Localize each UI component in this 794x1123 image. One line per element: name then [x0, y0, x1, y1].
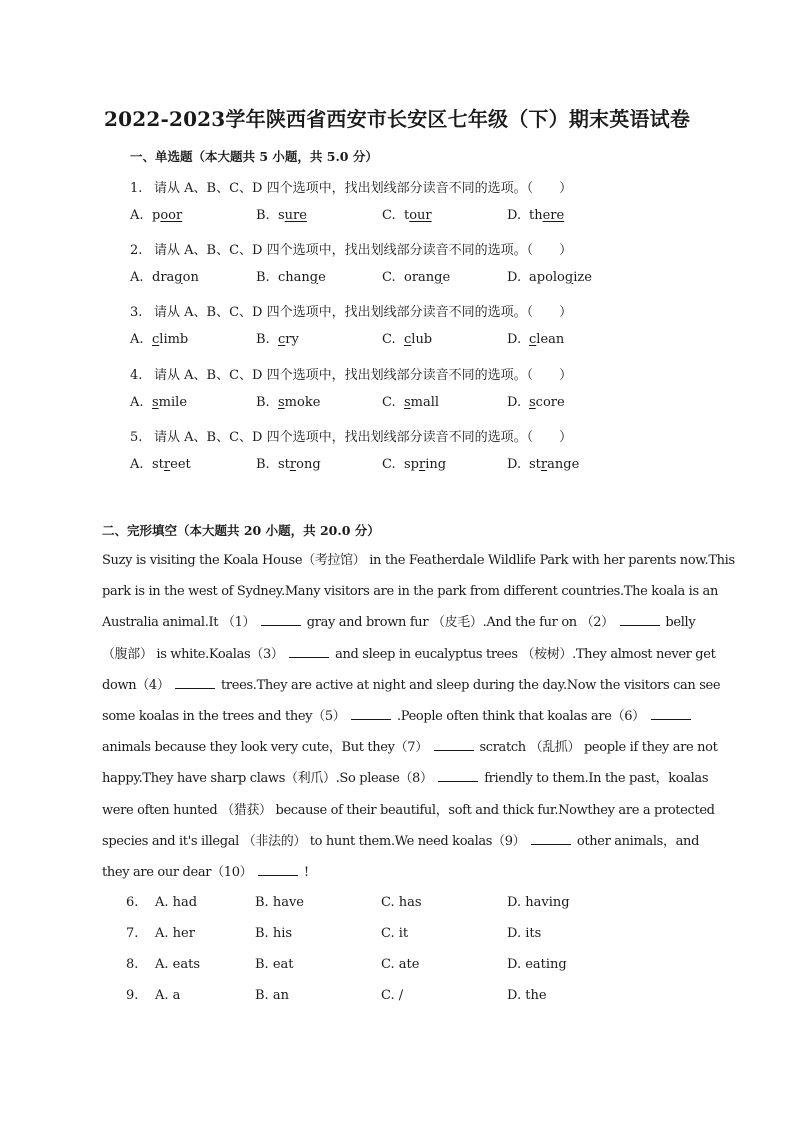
- option-underlined-part: s: [278, 395, 285, 410]
- option-letter: B.: [256, 270, 270, 285]
- passage-text: park is in the west of Sydney.Many visitors are in the park from different countries.The koala is an: [102, 584, 718, 600]
- passage-text: scratch （乱抓） people if they are not: [475, 740, 718, 756]
- question-number: 4.: [130, 368, 143, 383]
- option-word-part: mall: [410, 395, 440, 410]
- option-letter: B.: [256, 208, 270, 223]
- option-word-part: lean: [536, 332, 565, 347]
- question-stem: [130, 426, 572, 445]
- answer-option[interactable]: A. her: [155, 926, 195, 941]
- passage-text: .People often think that koalas are（6）: [393, 708, 649, 724]
- option-word-part: eet: [170, 457, 191, 472]
- passage-text: belly: [661, 615, 696, 631]
- answer-option[interactable]: [256, 270, 326, 285]
- answer-option[interactable]: D. the: [507, 988, 547, 1003]
- option-underlined-part: oor: [160, 208, 183, 223]
- option-underlined-part: r: [540, 457, 548, 472]
- answer-blank[interactable]: [351, 707, 391, 720]
- question-text: 请从 A、B、C、D 四个选项中，找出划线部分读音不同的选项。（ ）: [154, 368, 573, 383]
- answer-option[interactable]: [130, 208, 182, 223]
- answer-blank[interactable]: [258, 863, 298, 876]
- option-word-part: core: [535, 395, 565, 410]
- option-word-part: lub: [411, 332, 433, 347]
- passage-line: [102, 639, 716, 670]
- option-row: [130, 457, 730, 477]
- answer-option[interactable]: [382, 332, 432, 347]
- option-row: [130, 332, 730, 352]
- answer-option[interactable]: [382, 457, 446, 472]
- option-letter: B.: [256, 457, 270, 472]
- answer-blank[interactable]: [651, 707, 691, 720]
- option-underlined-part: our: [409, 208, 432, 223]
- passage-text: were often hunted （猎获） because of their beautiful，soft and thick fur.Nowthey are a protected: [102, 802, 715, 818]
- option-underlined-part: c: [529, 332, 537, 347]
- option-letter: B.: [256, 332, 270, 347]
- answer-blank[interactable]: [620, 613, 660, 626]
- option-word-part: moke: [284, 395, 321, 410]
- option-underlined-part: c: [152, 332, 160, 347]
- option-word-part: mile: [158, 395, 188, 410]
- section1-heading: 一、单选题（本大题共 5 小题，共 5.0 分）: [130, 149, 378, 164]
- passage-line: [102, 545, 735, 576]
- option-row: [130, 270, 730, 290]
- section2-heading: 二、完形填空（本大题共 20 小题，共 20.0 分）: [102, 523, 380, 538]
- answer-option[interactable]: [130, 270, 199, 285]
- option-letter: C.: [382, 332, 396, 347]
- option-word-part: p: [152, 208, 161, 223]
- question-stem: [130, 301, 572, 320]
- answer-option[interactable]: [507, 457, 579, 472]
- passage-text: they are our dear（10）: [102, 864, 257, 880]
- answer-option[interactable]: [382, 270, 450, 285]
- option-letter: D.: [507, 395, 522, 410]
- option-underlined-part: c: [404, 332, 412, 347]
- option-letter: D.: [507, 208, 522, 223]
- question-stem: [130, 239, 572, 258]
- option-word-part: apolo: [529, 270, 565, 285]
- answer-option[interactable]: [507, 332, 564, 347]
- cloze-choice-row: [126, 895, 726, 915]
- option-letter: D.: [507, 332, 522, 347]
- answer-option[interactable]: [256, 457, 321, 472]
- answer-option[interactable]: C. /: [381, 988, 404, 1003]
- option-letter: B.: [256, 395, 270, 410]
- answer-option[interactable]: A. a: [155, 988, 181, 1003]
- option-word-part: oran: [404, 270, 435, 285]
- answer-option[interactable]: [382, 208, 432, 223]
- passage-text: animals because they look very cute，But they（7）: [102, 740, 432, 756]
- answer-blank[interactable]: [175, 676, 215, 689]
- option-letter: C.: [382, 270, 396, 285]
- passage-text: and sleep in eucalyptus trees （桉树）.They almost never get: [331, 646, 716, 662]
- answer-option[interactable]: D. having: [507, 895, 570, 910]
- option-underlined-part: s: [152, 395, 159, 410]
- option-word-part: chan: [278, 270, 310, 285]
- answer-option[interactable]: [507, 395, 565, 410]
- option-underlined-part: r: [419, 457, 426, 472]
- option-letter: D.: [507, 270, 522, 285]
- question-number: 9.: [126, 988, 139, 1003]
- passage-line: [102, 857, 702, 888]
- option-word-part: st: [152, 457, 164, 472]
- answer-option[interactable]: [382, 395, 439, 410]
- option-underlined-part: r: [289, 457, 297, 472]
- question-stem: [130, 364, 572, 383]
- option-word-part: e: [318, 270, 326, 285]
- option-underlined-part: g: [564, 270, 574, 285]
- passage-line: [102, 795, 715, 826]
- passage-text: happy.They have sharp claws（利爪）.So please（8）: [102, 771, 437, 787]
- question-text: 请从 A、B、C、D 四个选项中，找出划线部分读音不同的选项。（ ）: [154, 243, 573, 258]
- passage-line: [102, 576, 718, 607]
- answer-option[interactable]: B. an: [255, 988, 289, 1003]
- answer-blank[interactable]: [289, 645, 329, 658]
- cloze-choice-row: [126, 957, 726, 977]
- answer-option[interactable]: B. eat: [255, 957, 294, 972]
- cloze-choice-row: [126, 926, 726, 946]
- option-word-part: ong: [296, 457, 321, 472]
- answer-option[interactable]: [130, 457, 191, 472]
- option-word-part: ange: [547, 457, 580, 472]
- question-number: 5.: [130, 430, 143, 445]
- question-stem: [130, 177, 572, 196]
- option-word-part: e: [442, 270, 451, 285]
- option-letter: C.: [382, 457, 396, 472]
- answer-option[interactable]: [256, 395, 320, 410]
- passage-text: friendly to them.In the past，koalas: [480, 771, 709, 787]
- question-number: 8.: [126, 957, 139, 972]
- passage-text: Suzy is visiting the Koala House（考拉馆） in the Featherdale Wildlife Park with her parents now.This: [102, 553, 735, 568]
- passage-text: other animals，and: [573, 833, 700, 849]
- option-word-part: ize: [573, 270, 592, 285]
- option-letter: C.: [382, 395, 396, 410]
- answer-blank[interactable]: [261, 613, 301, 626]
- answer-option[interactable]: [507, 208, 564, 223]
- option-word-part: t: [404, 208, 410, 223]
- answer-option[interactable]: [256, 208, 307, 223]
- passage-text: （腹部） is white.Koalas（3）: [102, 646, 288, 662]
- passage-text: !: [300, 864, 309, 880]
- option-underlined-part: g: [174, 270, 183, 285]
- passage-line: [102, 826, 702, 857]
- question-text: 请从 A、B、C、D 四个选项中，找出划线部分读音不同的选项。（ ）: [154, 181, 573, 196]
- option-underlined-part: g: [434, 270, 443, 285]
- passage-line: [102, 763, 709, 794]
- option-word-part: th: [529, 208, 543, 223]
- option-word-part: sp: [404, 457, 419, 472]
- option-underlined-part: ure: [284, 208, 307, 223]
- option-row: [130, 208, 730, 228]
- answer-option[interactable]: D. eating: [507, 957, 567, 972]
- answer-option[interactable]: A. had: [155, 895, 198, 910]
- passage-line: [102, 732, 718, 763]
- question-number: 1.: [130, 181, 143, 196]
- option-letter: A.: [130, 332, 144, 347]
- answer-option[interactable]: [130, 395, 187, 410]
- option-word-part: st: [278, 457, 290, 472]
- answer-option[interactable]: A. eats: [155, 957, 200, 972]
- cloze-choice-row: [126, 988, 726, 1008]
- passage-text: species and it's illegal （非法的） to hunt them.We need koalas（9）: [102, 833, 530, 849]
- option-letter: A.: [130, 395, 144, 410]
- passage-text: trees.They are active at night and sleep during the day.Now the visitors can see: [217, 677, 721, 693]
- answer-option[interactable]: B. have: [255, 895, 304, 910]
- passage-text: some koalas in the trees and they（5）: [102, 708, 350, 724]
- answer-blank[interactable]: [531, 832, 571, 845]
- option-underlined-part: r: [163, 457, 171, 472]
- question-text: 请从 A、B、C、D 四个选项中，找出划线部分读音不同的选项。（ ）: [154, 430, 573, 445]
- passage-line: [102, 670, 721, 701]
- answer-option[interactable]: C. ate: [381, 957, 420, 972]
- cloze-passage: [102, 545, 735, 888]
- option-word-part: limb: [159, 332, 189, 347]
- answer-blank[interactable]: [438, 769, 478, 782]
- option-letter: A.: [130, 208, 144, 223]
- passage-text: Australia animal.It （1）: [102, 615, 259, 631]
- passage-line: [102, 701, 702, 732]
- option-underlined-part: s: [529, 395, 536, 410]
- question-number: 6.: [126, 895, 139, 910]
- option-row: [130, 395, 730, 415]
- passage-text: down（4）: [102, 677, 174, 693]
- page-title: 2022-2023学年陕西省西安市长安区七年级（下）期末英语试卷: [103, 107, 691, 131]
- option-letter: A.: [130, 457, 144, 472]
- answer-option[interactable]: [130, 332, 188, 347]
- answer-option[interactable]: C. has: [381, 895, 422, 910]
- option-underlined-part: s: [404, 395, 411, 410]
- option-underlined-part: c: [278, 332, 286, 347]
- option-letter: D.: [507, 457, 522, 472]
- option-word-part: ing: [425, 457, 447, 472]
- question-number: 3.: [130, 305, 143, 320]
- answer-blank[interactable]: [434, 738, 474, 751]
- answer-option[interactable]: B. his: [255, 926, 293, 941]
- option-letter: C.: [382, 208, 396, 223]
- option-underlined-part: g: [309, 270, 319, 285]
- option-word-part: ry: [285, 332, 299, 347]
- answer-option[interactable]: D. its: [507, 926, 542, 941]
- passage-text: gray and brown fur （皮毛）.And the fur on （2）: [302, 615, 618, 631]
- option-word-part: s: [278, 208, 285, 223]
- question-number: 2.: [130, 243, 143, 258]
- question-number: 7.: [126, 926, 139, 941]
- option-letter: A.: [130, 270, 144, 285]
- option-word-part: on: [182, 270, 199, 285]
- passage-line: [102, 607, 702, 638]
- answer-option[interactable]: [507, 270, 592, 285]
- question-text: 请从 A、B、C、D 四个选项中，找出划线部分读音不同的选项。（ ）: [154, 305, 573, 320]
- answer-option[interactable]: C. it: [381, 926, 409, 941]
- option-word-part: dra: [152, 270, 175, 285]
- answer-option[interactable]: [256, 332, 299, 347]
- option-underlined-part: ere: [542, 208, 565, 223]
- option-word-part: st: [529, 457, 541, 472]
